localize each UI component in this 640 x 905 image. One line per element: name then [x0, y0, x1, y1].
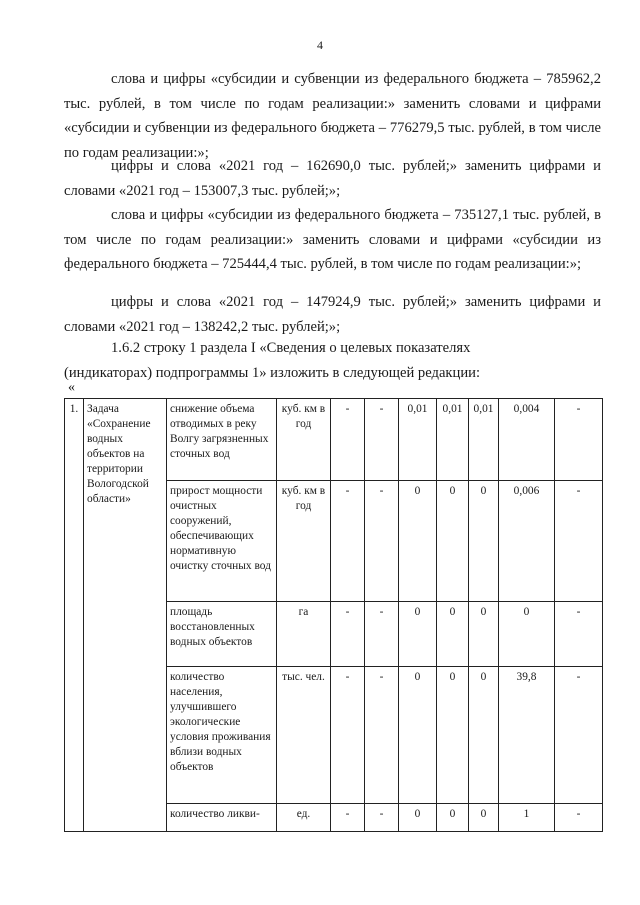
opening-quote: « [68, 380, 75, 395]
value-cell: 0 [437, 481, 469, 602]
value-cell: - [555, 399, 603, 481]
value-cell: - [555, 804, 603, 832]
unit-cell: куб. км в год [277, 481, 331, 602]
value-cell: 0 [469, 602, 499, 667]
value-cell: - [331, 667, 365, 804]
value-cell: 0 [399, 481, 437, 602]
value-cell: 0,01 [399, 399, 437, 481]
indicator-name: снижение объема отводимых в реку Волгу загрязненных сточных вод [167, 399, 277, 481]
value-cell: - [331, 804, 365, 832]
value-cell: 0 [437, 602, 469, 667]
value-cell: 0 [437, 667, 469, 804]
value-cell: 0 [399, 667, 437, 804]
value-cell: 0 [499, 602, 555, 667]
value-cell: 0 [469, 667, 499, 804]
indicator-name: прирост мощности очистных сооружений, обеспечивающих нормативную очистку сточных вод [167, 481, 277, 602]
indicator-name: количество ликви- [167, 804, 277, 832]
value-cell: - [331, 481, 365, 602]
indicator-name: количество населения, улучшившего экологические условия проживания вблизи водных объектов [167, 667, 277, 804]
paragraph-3: слова и цифры «субсидии из федерального бюджета – 735127,1 тыс. рублей, в том числе по годам реализации:» заменить словами и цифрами «субсидии из федерального бюджета – 725444,4 тыс. рублей, в том числе по годам реализации:»; [64, 207, 601, 273]
paragraph-4: цифры и слова «2021 год – 147924,9 тыс. рублей;» заменить цифрами и словами «2021 год – 138242,2 тыс. рублей;»; [64, 294, 601, 335]
value-cell: 1 [499, 804, 555, 832]
value-cell: - [365, 399, 399, 481]
unit-cell: га [277, 602, 331, 667]
value-cell: - [365, 481, 399, 602]
value-cell: 39,8 [499, 667, 555, 804]
value-cell: 0,006 [499, 481, 555, 602]
value-cell: 0 [469, 804, 499, 832]
value-cell: 0 [399, 804, 437, 832]
value-cell: - [331, 602, 365, 667]
value-cell: - [331, 399, 365, 481]
value-cell: - [365, 667, 399, 804]
value-cell: - [555, 481, 603, 602]
task-cell: Задача «Сохранение водных объектов на территории Вологодской области» [84, 399, 167, 832]
section-heading: 1.6.2 строку 1 раздела I «Сведения о целевых показателях (индикаторах) подпрограммы 1» изложить в следующей редакции: [64, 340, 480, 381]
value-cell: - [555, 602, 603, 667]
unit-cell: ед. [277, 804, 331, 832]
row-number: 1. [65, 399, 84, 832]
value-cell: - [555, 667, 603, 804]
value-cell: 0 [437, 804, 469, 832]
value-cell: - [365, 602, 399, 667]
indicators-table [64, 398, 603, 832]
value-cell: 0,004 [499, 399, 555, 481]
indicator-name: площадь восстановленных водных объектов [167, 602, 277, 667]
value-cell: 0,01 [437, 399, 469, 481]
unit-cell: куб. км в год [277, 399, 331, 481]
paragraph-2: цифры и слова «2021 год – 162690,0 тыс. рублей;» заменить цифрами и словами «2021 год – 153007,3 тыс. рублей;»; [64, 158, 601, 199]
unit-cell: тыс. чел. [277, 667, 331, 804]
value-cell: - [365, 804, 399, 832]
page-number: 4 [317, 38, 323, 52]
value-cell: 0 [399, 602, 437, 667]
table-row [65, 399, 603, 481]
value-cell: 0,01 [469, 399, 499, 481]
value-cell: 0 [469, 481, 499, 602]
paragraph-1: слова и цифры «субсидии и субвенции из федерального бюджета – 785962,2 тыс. рублей, в том числе по годам реализации:» заменить словами и цифрами «субсидии и субвенции из федерального бюджета – 776279,5 тыс. рублей, в том числе по годам реализации:»; [64, 71, 601, 161]
